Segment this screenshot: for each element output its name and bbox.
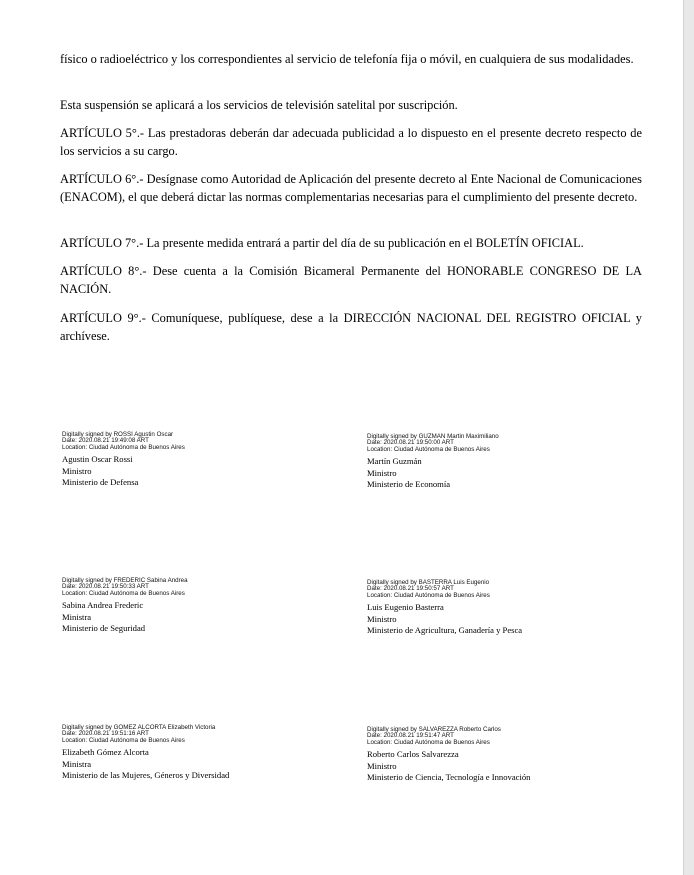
signature-location: Location: Ciudad Autónoma de Buenos Aires xyxy=(62,443,185,451)
signature-block-salvarezza xyxy=(367,727,617,784)
signer-name: Sabina Andrea Frederic xyxy=(62,600,144,611)
signer-name: Roberto Carlos Salvarezza xyxy=(367,749,459,760)
signature-location: Location: Ciudad Autónoma de Buenos Aires xyxy=(367,591,490,599)
signature-signed-by: Digitally signed by FREDERIC Sabina Andrea xyxy=(62,577,188,584)
signature-date: Date: 2020.08.21 19:49:08 ART xyxy=(62,437,149,445)
signature-signed-by: Digitally signed by ROSSI Agustin Oscar xyxy=(62,431,174,438)
signature-date: Date: 2020.08.21 19:51:16 ART xyxy=(62,730,149,738)
signer-role: Ministro xyxy=(62,465,92,476)
article-5: ARTÍCULO 5°.- Las prestadoras deberán dar adecuada publicidad a lo dispuesto en el presente decreto respecto de los servicios a su cargo. xyxy=(60,126,642,158)
article-9: ARTÍCULO 9°.- Comuníquese, publíquese, dese a la DIRECCIÓN NACIONAL DEL REGISTRO OFICIAL y archívese. xyxy=(60,311,642,343)
signer-name: Agustin Oscar Rossi xyxy=(62,454,133,465)
signature-location: Location: Ciudad Autónoma de Buenos Aires xyxy=(62,589,185,597)
signature-location: Location: Ciudad Autónoma de Buenos Aires xyxy=(367,738,490,746)
signature-signed-by: Digitally signed by GOMEZ ALCORTA Elizabeth Victoria xyxy=(62,724,216,731)
signer-role: Ministro xyxy=(367,467,397,478)
signer-name: Elizabeth Gómez Alcorta xyxy=(62,747,149,758)
signature-block-rossi xyxy=(62,432,312,489)
signer-ministry: Ministerio de las Mujeres, Géneros y Diversidad xyxy=(62,770,230,781)
signer-name: Martín Guzmán xyxy=(367,456,422,467)
signature-block-basterra xyxy=(367,580,617,637)
signature-signed-by: Digitally signed by GUZMAN Martin Maximiliano xyxy=(367,433,499,440)
signer-ministry: Ministerio de Defensa xyxy=(62,477,139,488)
signature-block-gomez-alcorta xyxy=(62,725,312,782)
signature-signed-by: Digitally signed by SALVAREZZA Roberto Carlos xyxy=(367,726,501,733)
signature-date: Date: 2020.08.21 19:50:57 ART xyxy=(367,585,454,593)
signer-role: Ministra xyxy=(62,611,92,622)
signature-date: Date: 2020.08.21 19:50:00 ART xyxy=(367,439,454,447)
signer-ministry: Ministerio de Seguridad xyxy=(62,623,146,634)
signer-ministry: Ministerio de Agricultura, Ganadería y Pesca xyxy=(367,625,523,636)
signature-date: Date: 2020.08.21 19:50:33 ART xyxy=(62,583,149,591)
signature-block-guzman xyxy=(367,434,617,491)
signer-role: Ministro xyxy=(367,760,397,771)
article-8: ARTÍCULO 8°.- Dese cuenta a la Comisión Bicameral Permanente del HONORABLE CONGRESO DE LA NACIÓN. xyxy=(60,264,642,296)
signer-ministry: Ministerio de Economía xyxy=(367,479,451,490)
article-6: ARTÍCULO 6°.- Desígnase como Autoridad de Aplicación del presente decreto al Ente Nacional de Comunicaciones (ENACOM), el que deberá dictar las normas complementarias necesarias para el cumplimiento del presente decreto. xyxy=(60,172,642,204)
signature-location: Location: Ciudad Autónoma de Buenos Aires xyxy=(62,736,185,744)
signer-role: Ministro xyxy=(367,613,397,624)
signature-block-frederic xyxy=(62,578,312,635)
signature-location: Location: Ciudad Autónoma de Buenos Aires xyxy=(367,445,490,453)
signature-date: Date: 2020.08.21 19:51:47 ART xyxy=(367,732,454,740)
signer-ministry: Ministerio de Ciencia, Tecnología e Innovación xyxy=(367,772,531,783)
signer-role: Ministra xyxy=(62,758,92,769)
article-7: ARTÍCULO 7°.- La presente medida entrará a partir del día de su publicación en el BOLETÍN OFICIAL. xyxy=(60,236,584,250)
paragraph-continuation: físico o radioeléctrico y los correspondientes al servicio de telefonía fija o móvil, en cualquiera de sus modalidades. xyxy=(60,52,634,66)
signer-name: Luis Eugenio Basterra xyxy=(367,602,444,613)
paragraph-satellite-tv: Esta suspensión se aplicará a los servicios de televisión satelital por suscripción. xyxy=(60,98,458,112)
viewer-scrollbar-edge xyxy=(683,0,694,875)
signature-signed-by: Digitally signed by BASTERRA Luis Eugenio xyxy=(367,579,490,586)
